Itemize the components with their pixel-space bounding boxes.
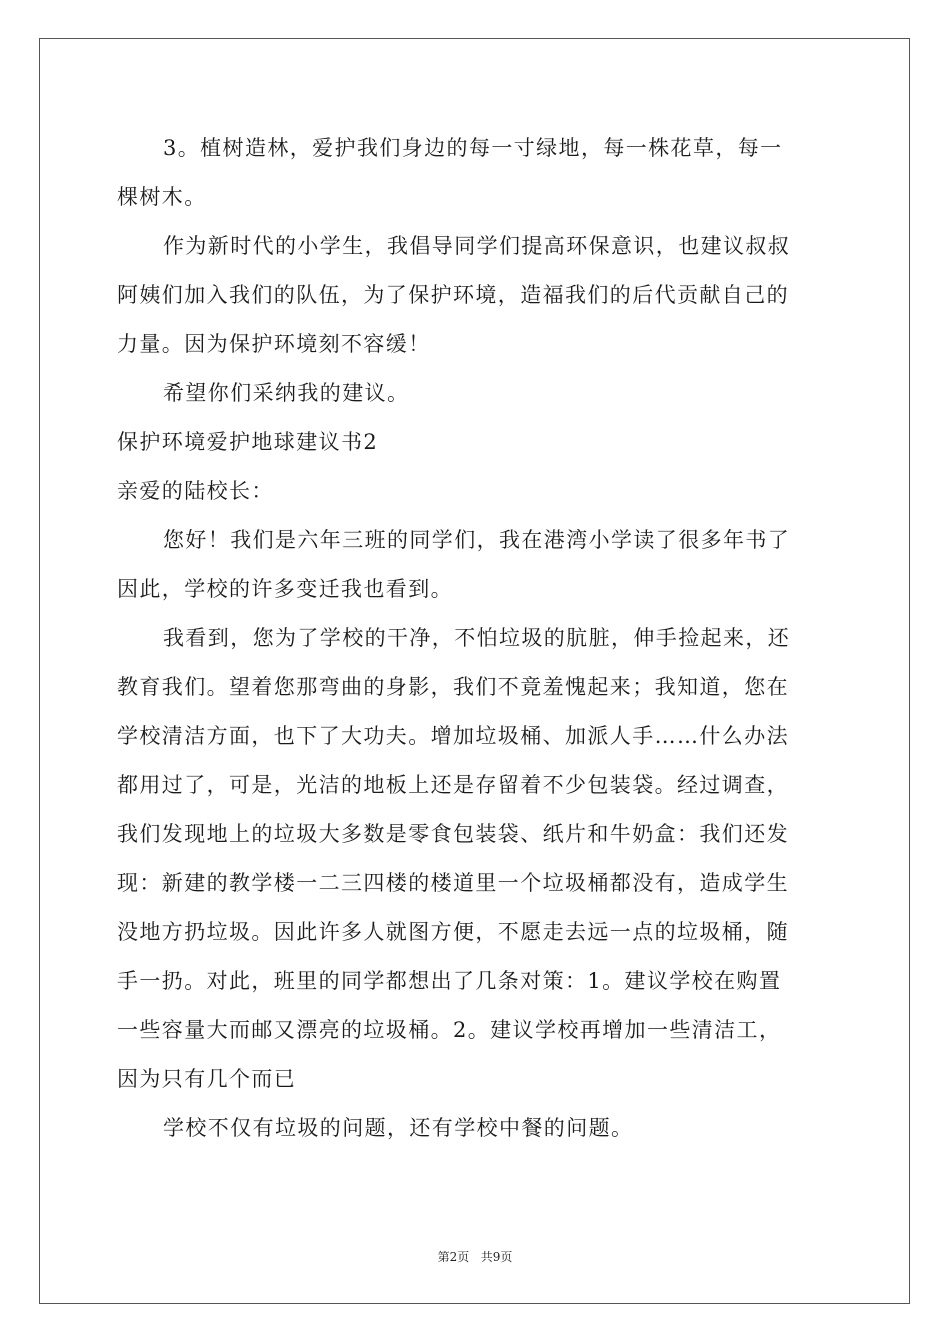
text-line: 我看到，您为了学校的干净，不怕垃圾的肮脏，伸手捡起来，还	[163, 626, 791, 650]
text-line: 希望你们采纳我的建议。	[163, 381, 410, 405]
text-line: 阿姨们加入我们的队伍，为了保护环境，造福我们的后代贡献自己的	[117, 283, 789, 307]
document-body	[117, 124, 834, 1153]
text-line: 教育我们。望着您那弯曲的身影，我们不竟羞愧起来；我知道，您在	[117, 675, 789, 699]
section-title: 保护环境爱护地球建议书2	[117, 430, 379, 454]
page-total: 共9页	[480, 1250, 513, 1264]
text-line: 棵树木。	[117, 185, 207, 209]
text-line: 作为新时代的小学生，我倡导同学们提高环保意识，也建议叔叔	[163, 234, 791, 258]
text-line: 都用过了，可是，光洁的地板上还是存留着不少包装袋。经过调查，	[117, 773, 789, 797]
page-number: 第2页	[437, 1250, 470, 1264]
text-line: 3。植树造林，爱护我们身边的每一寸绿地，每一株花草，每一	[163, 136, 783, 160]
salutation: 亲爱的陆校长：	[117, 479, 274, 503]
text-line: 您好！我们是六年三班的同学们，我在港湾小学读了很多年书了	[163, 528, 791, 552]
text-line: 我们发现地上的垃圾大多数是零食包装袋、纸片和牛奶盒：我们还发	[117, 822, 789, 846]
text-line: 手一扔。对此，班里的同学都想出了几条对策：1。建议学校在购置	[117, 969, 782, 993]
text-line: 力量。因为保护环境刻不容缓！	[117, 332, 431, 356]
text-line: 学校不仅有垃圾的问题，还有学校中餐的问题。	[163, 1116, 634, 1140]
text-line: 没地方扔垃圾。因此许多人就图方便，不愿走去远一点的垃圾桶，随	[117, 920, 789, 944]
text-line: 学校清洁方面，也下了大功夫。增加垃圾桶、加派人手……什么办法	[117, 724, 789, 748]
text-line: 一些容量大而邮又漂亮的垃圾桶。2。建议学校再增加一些清洁工，	[117, 1018, 782, 1042]
page-footer	[0, 1248, 950, 1265]
text-line: 因为只有几个而已	[117, 1067, 297, 1091]
text-line: 现：新建的教学楼一二三四楼的楼道里一个垃圾桶都没有，造成学生	[117, 871, 789, 895]
text-line: 因此，学校的许多变迁我也看到。	[117, 577, 453, 601]
